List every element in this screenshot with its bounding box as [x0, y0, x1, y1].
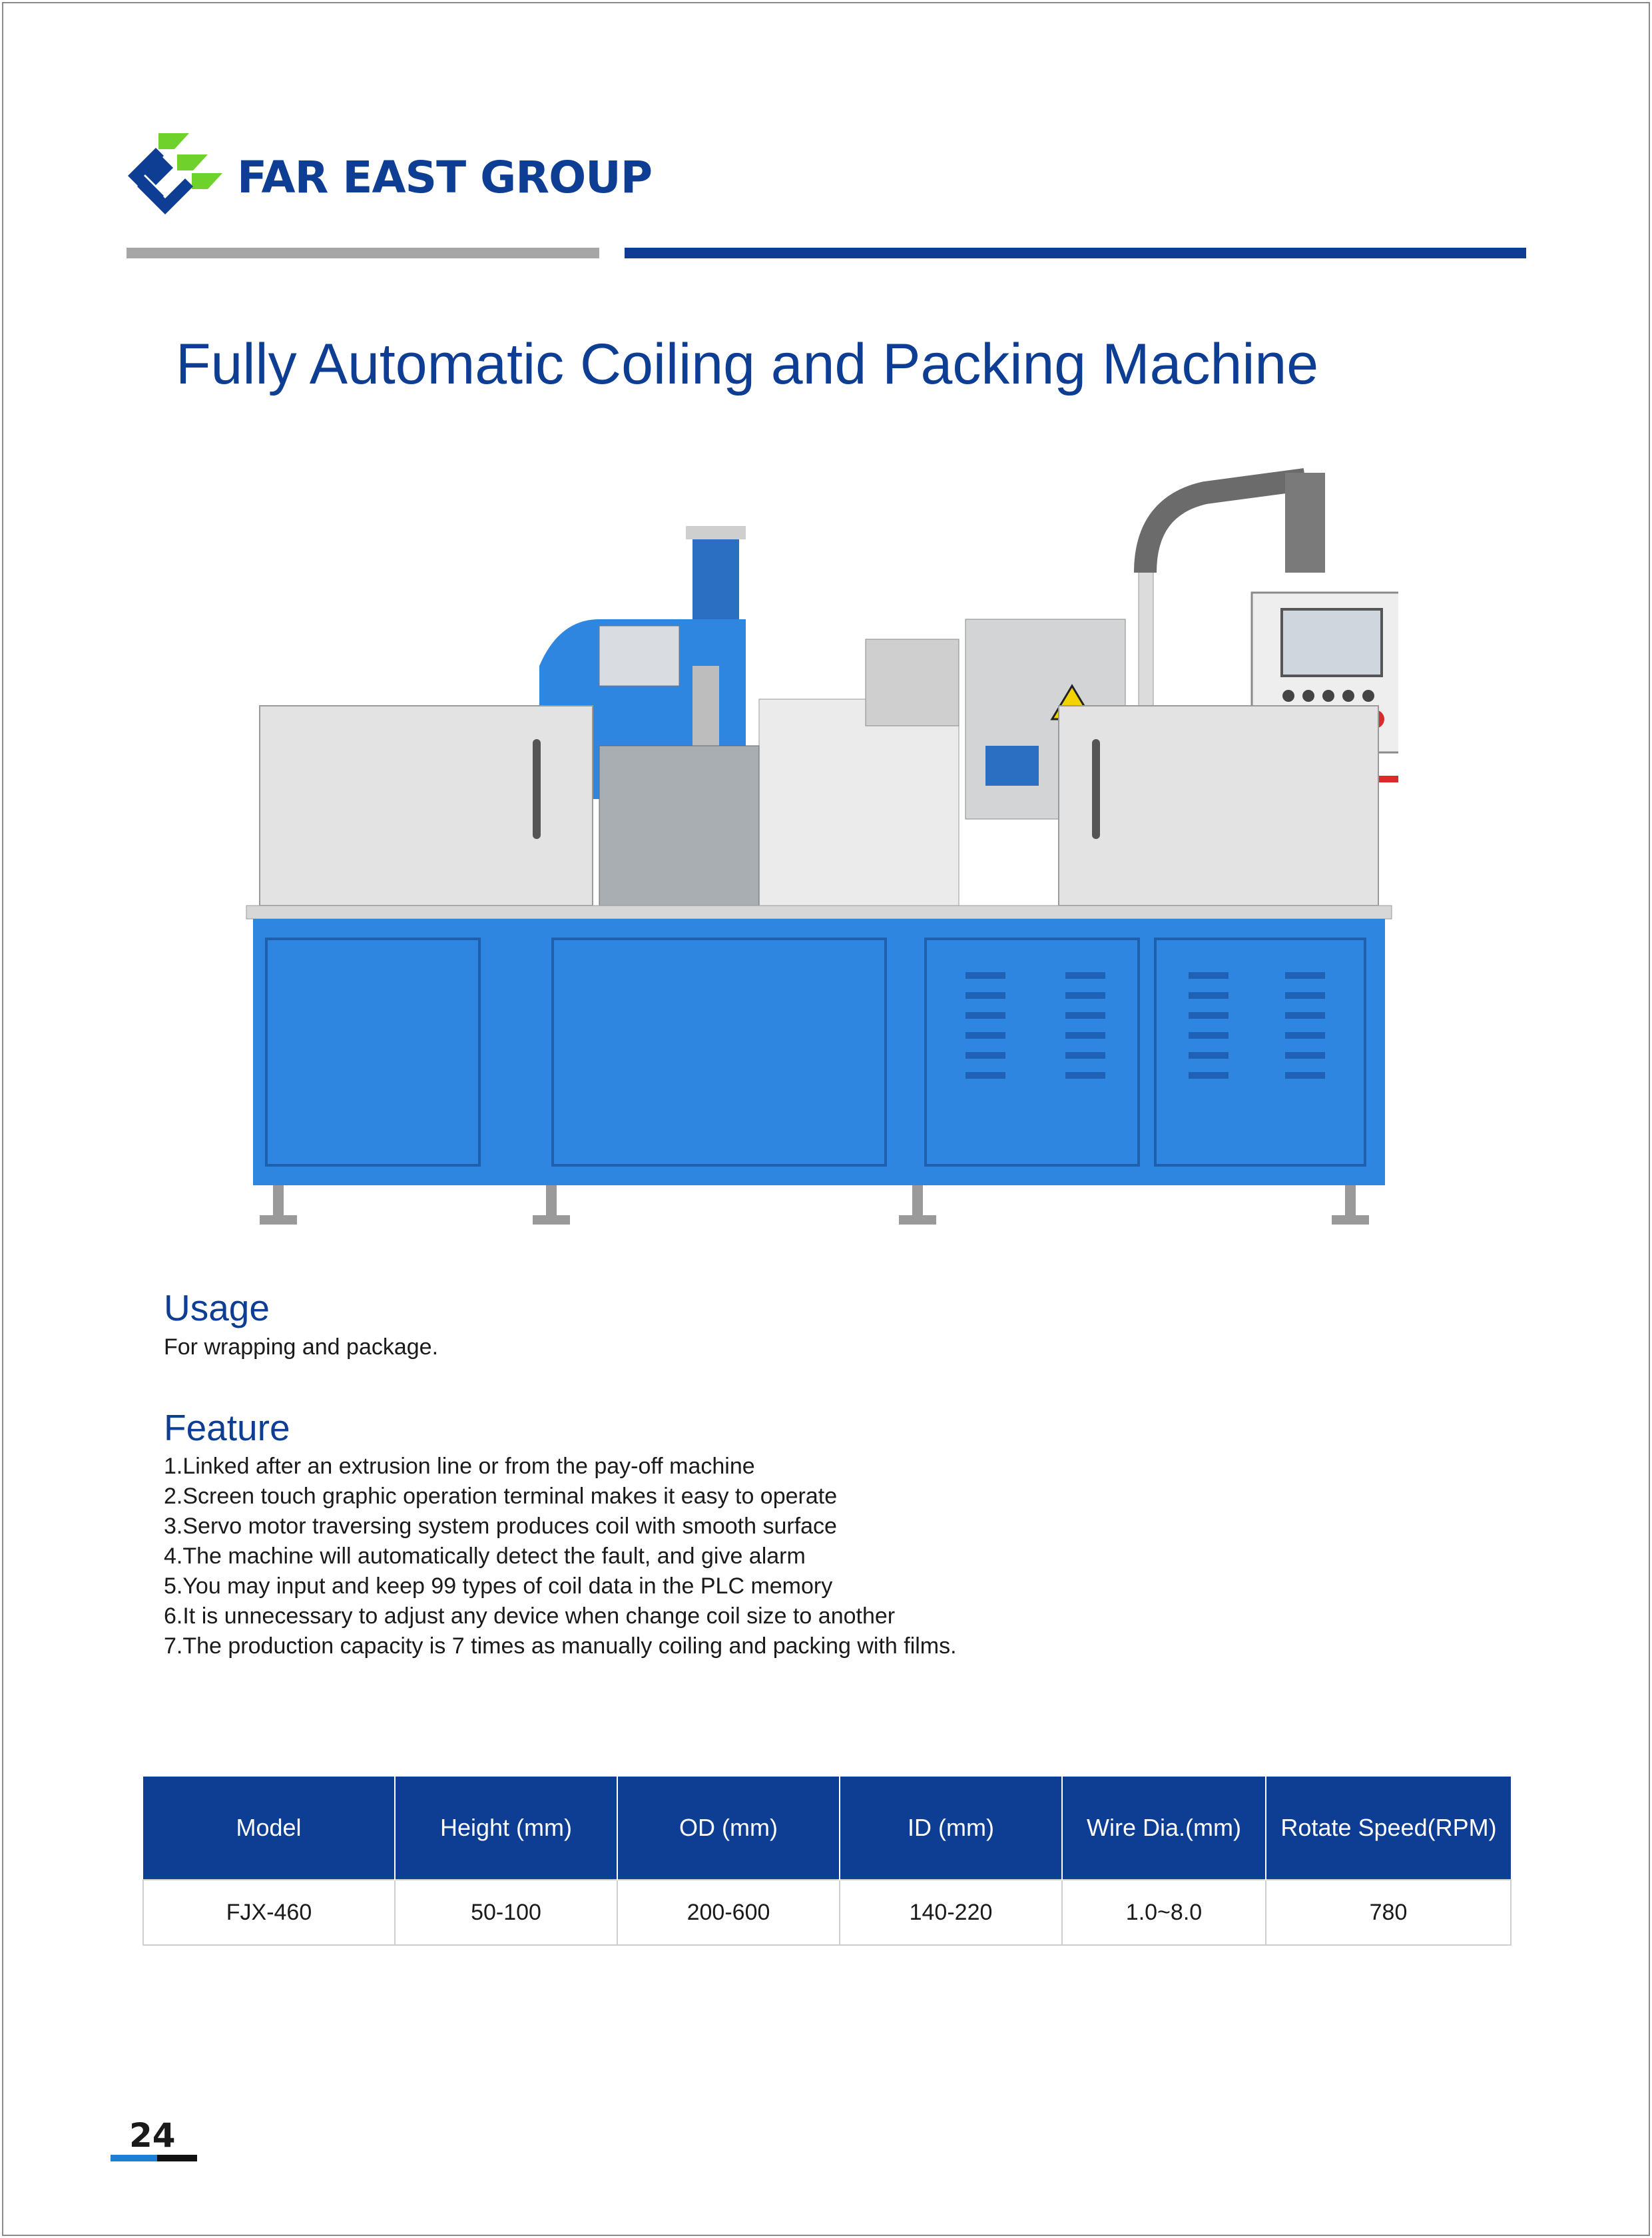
page-number: 24 [129, 2116, 176, 2155]
feature-item: 5.You may input and keep 99 types of coil data in the PLC memory [164, 1573, 833, 1599]
feature-item: 6.It is unnecessary to adjust any device when change coil size to another [164, 1603, 896, 1629]
feature-item: 4.The machine will automatically detect the fault, and give alarm [164, 1543, 806, 1569]
brand-logo [125, 131, 653, 224]
feature-list [164, 1452, 957, 1661]
table-header-row [143, 1777, 1511, 1880]
cell-od: 200-600 [617, 1880, 840, 1945]
cell-wire-dia: 1.0~8.0 [1062, 1880, 1266, 1945]
feature-item: 2.Screen touch graphic operation terminal makes it easy to operate [164, 1484, 838, 1509]
cell-height: 50-100 [395, 1880, 617, 1945]
col-header-od: OD (mm) [617, 1777, 840, 1880]
header-divider-gray [127, 248, 599, 258]
cell-model: FJX-460 [143, 1880, 395, 1945]
page-title: Fully Automatic Coiling and Packing Machine [176, 332, 1319, 396]
cell-rotate-speed: 780 [1266, 1880, 1511, 1945]
feature-item: 7.The production capacity is 7 times as manually coiling and packing with films. [164, 1633, 957, 1659]
col-header-model: Model [143, 1777, 395, 1880]
usage-text: For wrapping and package. [164, 1334, 439, 1360]
cell-id: 140-220 [840, 1880, 1062, 1945]
table-row [143, 1880, 1511, 1945]
col-header-id: ID (mm) [840, 1777, 1062, 1880]
feature-item: 3.Servo motor traversing system produces coil with smooth surface [164, 1514, 837, 1539]
page-number-underline [111, 2155, 157, 2161]
brand-name: FAR EAST GROUP [237, 152, 653, 203]
feature-heading: Feature [164, 1407, 290, 1448]
machine-illustration [226, 466, 1398, 1252]
col-header-height: Height (mm) [395, 1777, 617, 1880]
usage-heading: Usage [164, 1287, 270, 1328]
col-header-wire-dia: Wire Dia.(mm) [1062, 1777, 1266, 1880]
header-divider-blue [625, 248, 1526, 258]
page-number-underline [157, 2155, 197, 2161]
col-header-rotate-speed: Rotate Speed(RPM) [1266, 1777, 1511, 1880]
feature-item: 1.Linked after an extrusion line or from the pay-off machine [164, 1454, 755, 1479]
spec-table [142, 1777, 1512, 1946]
fe-logo-icon [125, 131, 225, 224]
